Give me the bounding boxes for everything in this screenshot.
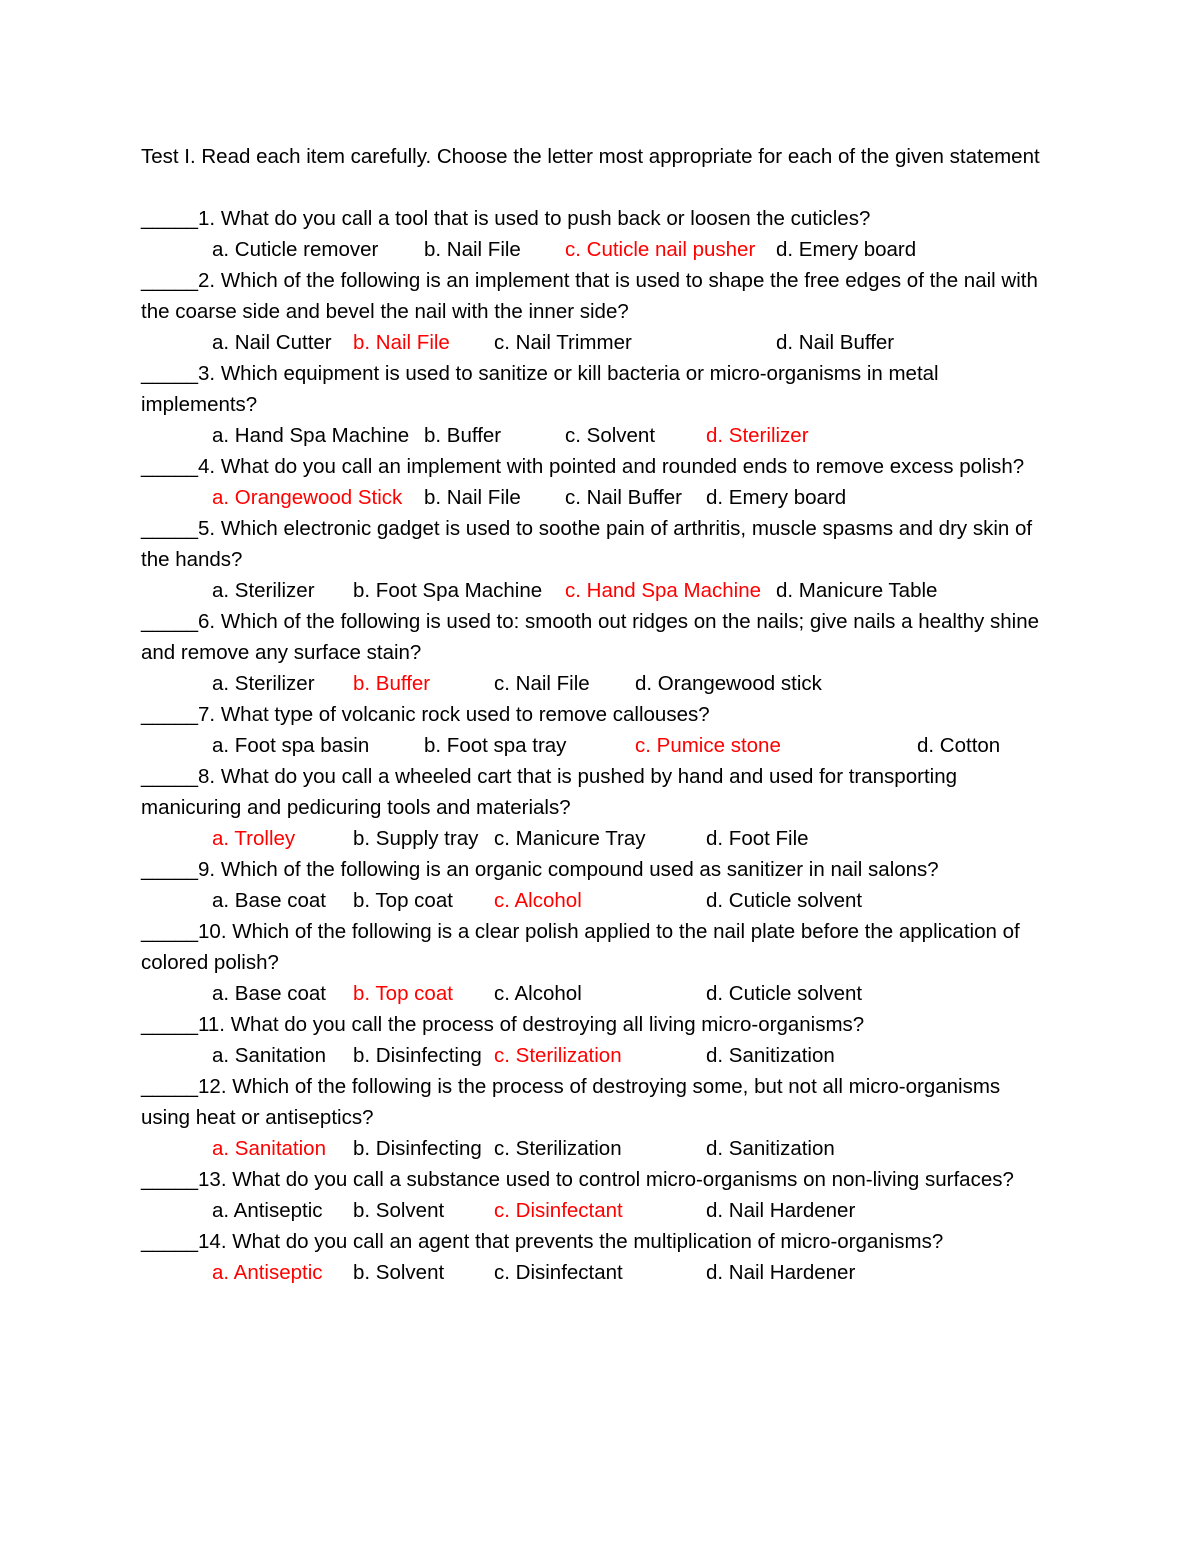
question-item: [141, 358, 1046, 451]
answer-option: d. Emery board: [706, 486, 847, 509]
question-list: [141, 203, 1046, 1288]
answer-options: [212, 482, 1046, 513]
answer-blank[interactable]: _____: [141, 517, 199, 540]
answer-option: b. Foot Spa Machine: [353, 579, 543, 602]
question-number: 10.: [198, 920, 233, 943]
answer-option: b. Solvent: [353, 1261, 445, 1284]
question-item: [141, 1164, 1046, 1226]
question-text: What type of volcanic rock used to remove callouses?: [220, 703, 710, 726]
answer-option: a. Foot spa basin: [212, 734, 370, 757]
answer-option: a. Sterilizer: [212, 672, 315, 695]
answer-options: [212, 234, 1046, 265]
question-stem: [141, 916, 1046, 978]
question-stem: [141, 451, 1046, 482]
answer-option: d. Manicure Table: [776, 579, 938, 602]
answer-option: c. Solvent: [565, 424, 656, 447]
question-stem: [141, 606, 1046, 668]
answer-blank[interactable]: _____: [141, 207, 199, 230]
question-item: [141, 265, 1046, 358]
answer-option: c. Alcohol: [494, 982, 582, 1005]
question-number: 13.: [198, 1168, 233, 1191]
answer-option: a. Sterilizer: [212, 579, 315, 602]
answer-options: [212, 730, 1046, 761]
question-number: 2.: [198, 269, 221, 292]
correct-answer-option: c. Disinfectant: [494, 1199, 623, 1222]
answer-option: d. Cuticle solvent: [706, 982, 863, 1005]
answer-options: [212, 885, 1046, 916]
answer-option: b. Foot spa tray: [424, 734, 567, 757]
question-stem: [141, 1226, 1046, 1257]
question-text: What do you call a tool that is used to push back or loosen the cuticles?: [220, 207, 871, 230]
correct-answer-option: b. Nail File: [353, 331, 450, 354]
question-number: 8.: [198, 765, 221, 788]
question-text: Which equipment is used to sanitize or kill bacteria or micro-organisms in metal implements?: [141, 362, 939, 416]
question-item: [141, 1009, 1046, 1071]
correct-answer-option: a. Orangewood Stick: [212, 486, 403, 509]
question-number: 3.: [198, 362, 221, 385]
question-stem: [141, 513, 1046, 575]
answer-option: d. Emery board: [776, 238, 917, 261]
answer-options: [212, 1195, 1046, 1226]
answer-option: b. Nail File: [424, 238, 521, 261]
question-number: 7.: [198, 703, 221, 726]
answer-option: d. Cuticle solvent: [706, 889, 863, 912]
answer-option: b. Solvent: [353, 1199, 445, 1222]
correct-answer-option: a. Antiseptic: [212, 1261, 323, 1284]
question-number: 4.: [198, 455, 221, 478]
answer-option: c. Nail File: [494, 672, 590, 695]
question-text: What do you call a substance used to control micro-organisms on non-living surfaces?: [232, 1168, 1014, 1191]
answer-option: d. Foot File: [706, 827, 809, 850]
question-text: Which of the following is the process of destroying some, but not all micro-organisms using heat or antiseptics?: [141, 1075, 1001, 1129]
question-text: Which of the following is a clear polish applied to the nail plate before the application of colored polish?: [141, 920, 1020, 974]
answer-options: [212, 327, 1046, 358]
answer-options: [212, 668, 1046, 699]
answer-options: [212, 1257, 1046, 1288]
question-item: [141, 699, 1046, 761]
answer-options: [212, 575, 1046, 606]
answer-option: a. Base coat: [212, 982, 326, 1005]
question-stem: [141, 1009, 1046, 1040]
answer-option: a. Hand Spa Machine: [212, 424, 410, 447]
question-text: Which of the following is used to: smooth out ridges on the nails; give nails a healthy shine and remove any surface stain?: [141, 610, 1040, 664]
answer-option: a. Base coat: [212, 889, 326, 912]
answer-option: b. Disinfecting: [353, 1044, 482, 1067]
answer-option: d. Orangewood stick: [635, 672, 822, 695]
answer-option: b. Nail File: [424, 486, 521, 509]
question-stem: [141, 203, 1046, 234]
question-item: [141, 203, 1046, 265]
answer-option: a. Antiseptic: [212, 1199, 323, 1222]
answer-option: b. Buffer: [424, 424, 502, 447]
question-number: 9.: [198, 858, 221, 881]
answer-option: a. Sanitation: [212, 1044, 326, 1067]
question-stem: [141, 1164, 1046, 1195]
question-item: [141, 513, 1046, 606]
answer-blank[interactable]: _____: [141, 703, 199, 726]
test-instructions: Test I. Read each item carefully. Choose the letter most appropriate for each of the given statement: [141, 145, 1040, 168]
answer-option: c. Sterilization: [494, 1137, 622, 1160]
question-stem: [141, 1071, 1046, 1133]
answer-blank[interactable]: _____: [141, 269, 199, 292]
answer-option: c. Nail Trimmer: [494, 331, 632, 354]
answer-blank[interactable]: _____: [141, 1075, 199, 1098]
answer-blank[interactable]: _____: [141, 765, 199, 788]
correct-answer-option: c. Hand Spa Machine: [565, 579, 762, 602]
question-item: [141, 1071, 1046, 1164]
answer-blank[interactable]: _____: [141, 610, 199, 633]
correct-answer-option: c. Alcohol: [494, 889, 582, 912]
answer-options: [212, 420, 1046, 451]
question-stem: [141, 265, 1046, 327]
answer-options: [212, 823, 1046, 854]
question-item: [141, 606, 1046, 699]
spacer: [141, 172, 1046, 203]
correct-answer-option: a. Trolley: [212, 827, 296, 850]
correct-answer-option: c. Pumice stone: [635, 734, 781, 757]
question-number: 5.: [198, 517, 221, 540]
answer-blank[interactable]: _____: [141, 362, 199, 385]
question-number: 12.: [198, 1075, 233, 1098]
question-stem: [141, 699, 1046, 730]
question-text: Which electronic gadget is used to soothe pain of arthritis, muscle spasms and dry skin of the hands?: [141, 517, 1033, 571]
answer-option: d. Cotton: [917, 734, 1001, 757]
question-text: What do you call an implement with pointed and rounded ends to remove excess polish?: [220, 455, 1025, 478]
answer-option: c. Nail Buffer: [565, 486, 682, 509]
question-item: [141, 854, 1046, 916]
answer-blank[interactable]: _____: [141, 1230, 199, 1253]
correct-answer-option: d. Sterilizer: [706, 424, 809, 447]
answer-option: b. Supply tray: [353, 827, 479, 850]
question-stem: [141, 854, 1046, 885]
answer-option: b. Disinfecting: [353, 1137, 482, 1160]
question-number: 14.: [198, 1230, 233, 1253]
answer-blank[interactable]: _____: [141, 455, 199, 478]
question-item: [141, 916, 1046, 1009]
correct-answer-option: a. Sanitation: [212, 1137, 326, 1160]
question-number: 11.: [198, 1013, 231, 1036]
question-stem: [141, 358, 1046, 420]
answer-blank[interactable]: _____: [141, 920, 199, 943]
answer-blank[interactable]: _____: [141, 1013, 199, 1036]
answer-option: d. Sanitization: [706, 1137, 835, 1160]
correct-answer-option: c. Sterilization: [494, 1044, 622, 1067]
answer-option: c. Disinfectant: [494, 1261, 623, 1284]
answer-option: c. Manicure Tray: [494, 827, 646, 850]
question-text: Which of the following is an organic compound used as sanitizer in nail salons?: [220, 858, 939, 881]
answer-options: [212, 1040, 1046, 1071]
answer-option: a. Nail Cutter: [212, 331, 332, 354]
answer-option: b. Top coat: [353, 889, 453, 912]
question-number: 1.: [198, 207, 221, 230]
answer-option: d. Nail Hardener: [706, 1199, 856, 1222]
answer-blank[interactable]: _____: [141, 1168, 199, 1191]
answer-options: [212, 978, 1046, 1009]
question-item: [141, 761, 1046, 854]
answer-option: d. Nail Hardener: [706, 1261, 856, 1284]
question-item: [141, 1226, 1046, 1288]
answer-option: d. Sanitization: [706, 1044, 835, 1067]
test-content: [141, 141, 1046, 1288]
correct-answer-option: b. Top coat: [353, 982, 453, 1005]
question-text: What do you call the process of destroying all living micro-organisms?: [230, 1013, 865, 1036]
question-item: [141, 451, 1046, 513]
answer-option: a. Cuticle remover: [212, 238, 379, 261]
question-text: What do you call an agent that prevents the multiplication of micro-organisms?: [232, 1230, 944, 1253]
answer-blank[interactable]: _____: [141, 858, 199, 881]
question-number: 6.: [198, 610, 221, 633]
correct-answer-option: b. Buffer: [353, 672, 431, 695]
correct-answer-option: c. Cuticle nail pusher: [565, 238, 756, 261]
question-stem: [141, 761, 1046, 823]
question-text: Which of the following is an implement that is used to shape the free edges of the nail with the coarse side and bevel the nail with the inner side?: [141, 269, 1038, 323]
question-text: What do you call a wheeled cart that is pushed by hand and used for transporting manicuring and pedicuring tools and materials?: [141, 765, 957, 819]
answer-option: d. Nail Buffer: [776, 331, 895, 354]
answer-options: [212, 1133, 1046, 1164]
